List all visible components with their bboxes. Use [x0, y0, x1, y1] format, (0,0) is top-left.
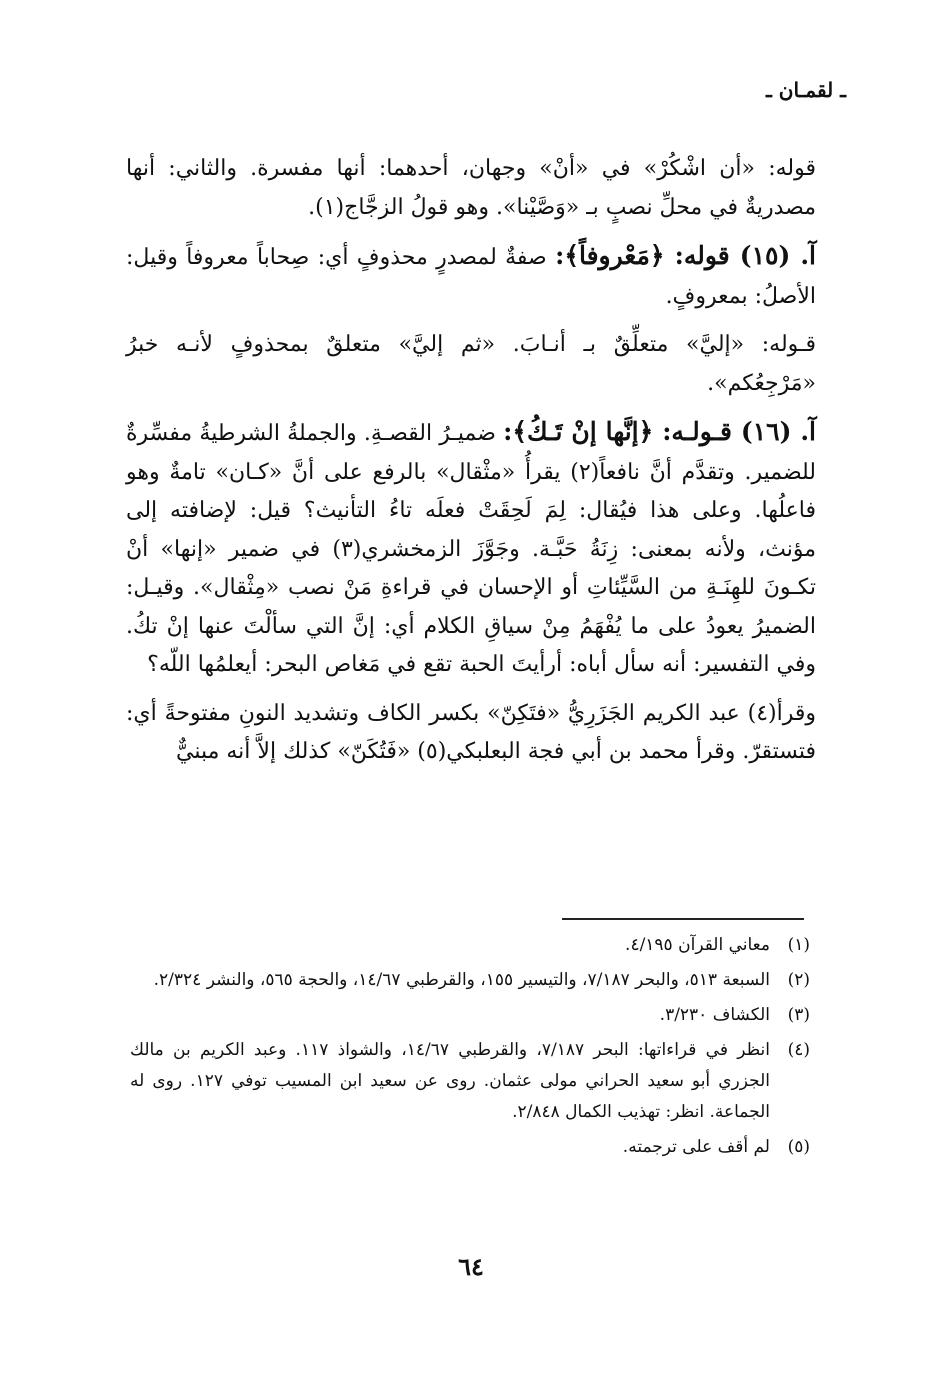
footnote-item [130, 1035, 810, 1128]
paragraph-3: قـوله: «إليَّ» متعلِّقٌ بـ أنـابَ. «ثم إليَّ» متعلقٌ بمحذوفٍ لأنـه خبرُ «مَرْجِعُكم». [126, 332, 816, 396]
footnote-number: (٢) [787, 970, 810, 990]
running-header: ـ لقمـان ـ [765, 78, 846, 102]
footnote-text: الكشاف ٣/٢٣٠. [659, 1005, 770, 1025]
verse-heading-16: آ. (١٦) قـولـه: ﴿إنَّها إنْ تَـكُ﴾: [503, 417, 817, 446]
paragraph-2-text: صفةٌ لمصدرٍ محذوفٍ أي: صِحاباً معروفاً وقيل: الأصلُ: بمعروفٍ. [126, 245, 816, 309]
footnote-number: (٣) [787, 1005, 810, 1025]
footnote-item [130, 1000, 810, 1031]
paragraph-5: وقرأ(٤) عبد الكريم الجَزَرِيُّ «فتَكِنّ» بكسر الكاف وتشديد النونِ مفتوحةً أي: فتستقرّ. وقرأ محمد بن أبي فجة البعلبكي(٥) «فَتُكَنّ» كذلك إلاَّ أنه مبنيٌّ [126, 700, 816, 764]
footnote-item [130, 930, 810, 961]
footnote-number: (٤) [787, 1040, 810, 1060]
footnote-text: انظر في قراءاتها: البحر ٧/١٨٧، والقرطبي ١٤/٦٧، والشواذ ١١٧. وعبد الكريم بن مالك الجزري أبو سعيد الحراني مولى عثمان. روى عن سعيد ابن المسيب توفي ١٢٧. روى له الجماعة. انظر: تهذيب الكمال ٢/٨٤٨. [130, 1040, 771, 1122]
footnote-text: السبعة ٥١٣، والبحر ٧/١٨٧، والتيسير ١٥٥، والقرطبي ١٤/٦٧، والحجة ٥٦٥، والنشر ٢/٣٢٤. [153, 970, 770, 990]
paragraph-1: قوله: «أن اشْكُرْ» في «أنْ» وجهان، أحدهما: أنها مفسرة. والثاني: أنها مصدريةٌ في محلِّ نصبٍ بـ «وَصَّيْنا». وهو قولُ الزجَّاج(١). [126, 156, 816, 220]
paragraph-4 [126, 413, 816, 685]
paragraph-4-text: ضميـرُ القصـةِ. والجملةُ الشرطيةُ مفسِّرةٌ للضمير. وتقدَّم أنَّ نافعاً(٢) يقرأُ «مثْقال» بالرفع على أنَّ «كـان» تامةٌ وهو فاعلُها. وعلى هذا فيُقال: لِمَ لَحِقَتْ فعلَه تاءُ التأنيث؟ قيل: لإضافته إلى مؤنث، ولأنه بمعنى: زِنَةُ حَبَّـة. وجَوَّزَ الزمخشري(٣) في ضمير «إنها» أنْ تكـونَ للهِنَـةِ من السَّيِّئاتِ أو الإحسان في قراءةِ مَنْ نصب «مِثْقال». وقيـل: الضميرُ يعودُ على ما يُفْهَمُ مِنْ سياقِ الكلام أي: إنَّ التي سألْتَ عنها إنْ تكُ. وفي التفسير: أنه سأل أباه: أرأيتَ الحبة تقع في مَغاص البحر: أيعلمُها اللّه؟ [126, 421, 817, 677]
footnote-number: (١) [787, 935, 810, 955]
footnote-separator [562, 918, 804, 920]
footnote-text: لم أقف على ترجمته. [622, 1137, 770, 1157]
footnote-item [130, 965, 810, 996]
page-number: ٦٤ [458, 1252, 484, 1281]
footnotes [130, 930, 810, 1167]
footnote-item [130, 1132, 810, 1163]
main-text [126, 150, 816, 782]
verse-heading-15: آ. (١٥) قوله: ﴿مَعْروفاً﴾: [555, 241, 816, 270]
footnote-number: (٥) [787, 1137, 810, 1157]
paragraph-2 [126, 237, 816, 316]
footnote-text: معاني القرآن ٤/١٩٥. [625, 935, 770, 955]
